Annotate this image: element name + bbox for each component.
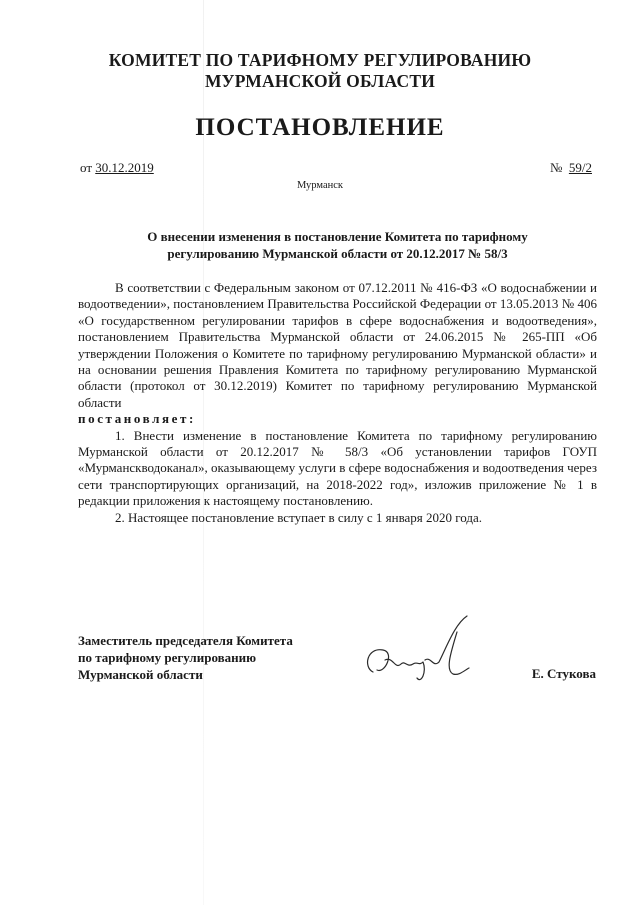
subject-line-2: регулированию Мурманской области от 20.12.2017 № 58/3 — [167, 246, 508, 261]
document-number — [550, 160, 592, 176]
preamble-paragraph: В соответствии с Федеральным законом от 07.12.2011 № 416-ФЗ «О водоснабжении и водоотведении», постановлением Правительства Российской Федерации от 13.05.2013 № 406 «О государственном регулировании тарифов в сфере водоснабжения и водоотведения», постановлением Правительства Мурманской области от 24.06.2015 № 265-ПП «Об утверждении Положения о Комитете по тарифному регулированию Мурманской области» и на основании решения Правления Комитета по тарифному регулированию Мурманской области (протокол от 30.12.2019) Комитет по тарифному регулированию Мурманской области — [78, 280, 597, 410]
item-2-paragraph: 2. Настоящее постановление вступает в силу с 1 января 2020 года. — [115, 509, 483, 525]
subject-line-1: О внесении изменения в постановление Комитета по тарифному — [147, 229, 528, 244]
position-line-1: Заместитель председателя Комитета — [78, 633, 293, 648]
signatory-name: Е. Стукова — [531, 666, 596, 681]
committee-line-1: КОМИТЕТ ПО ТАРИФНОМУ РЕГУЛИРОВАНИЮ — [108, 50, 532, 70]
number-prefix: № — [549, 160, 563, 175]
number-value: 59/2 — [568, 160, 592, 175]
signatory-position — [78, 632, 293, 683]
document-subject — [100, 228, 575, 262]
date-prefix: от — [80, 160, 93, 175]
document-date — [80, 160, 154, 176]
document-type: ПОСТАНОВЛЕНИЕ — [195, 114, 445, 141]
position-line-2: по тарифному регулированию — [78, 650, 257, 665]
position-line-3: Мурманской области — [78, 667, 203, 682]
item-1-paragraph: 1. Внести изменение в постановление Комитета по тарифному регулированию Мурманской области от 20.12.2017 № 58/3 «Об установлении тарифов ГОУП «Мурманскводоканал», оказывающему услуги в сфере водоснабжения и водоотведения через сети транспортирующих организаций, на 2018-2022 год», изложив приложение № 1 в редакции приложения к настоящему постановлению. — [78, 427, 597, 509]
document-body — [78, 280, 597, 526]
committee-name — [0, 50, 640, 92]
handwritten-signature — [355, 612, 475, 692]
date-value: 30.12.2019 — [95, 160, 154, 175]
committee-line-2: МУРМАНСКОЙ ОБЛАСТИ — [204, 71, 436, 91]
city: Мурманск — [296, 180, 344, 191]
decree-word: постановляет: — [78, 411, 196, 427]
